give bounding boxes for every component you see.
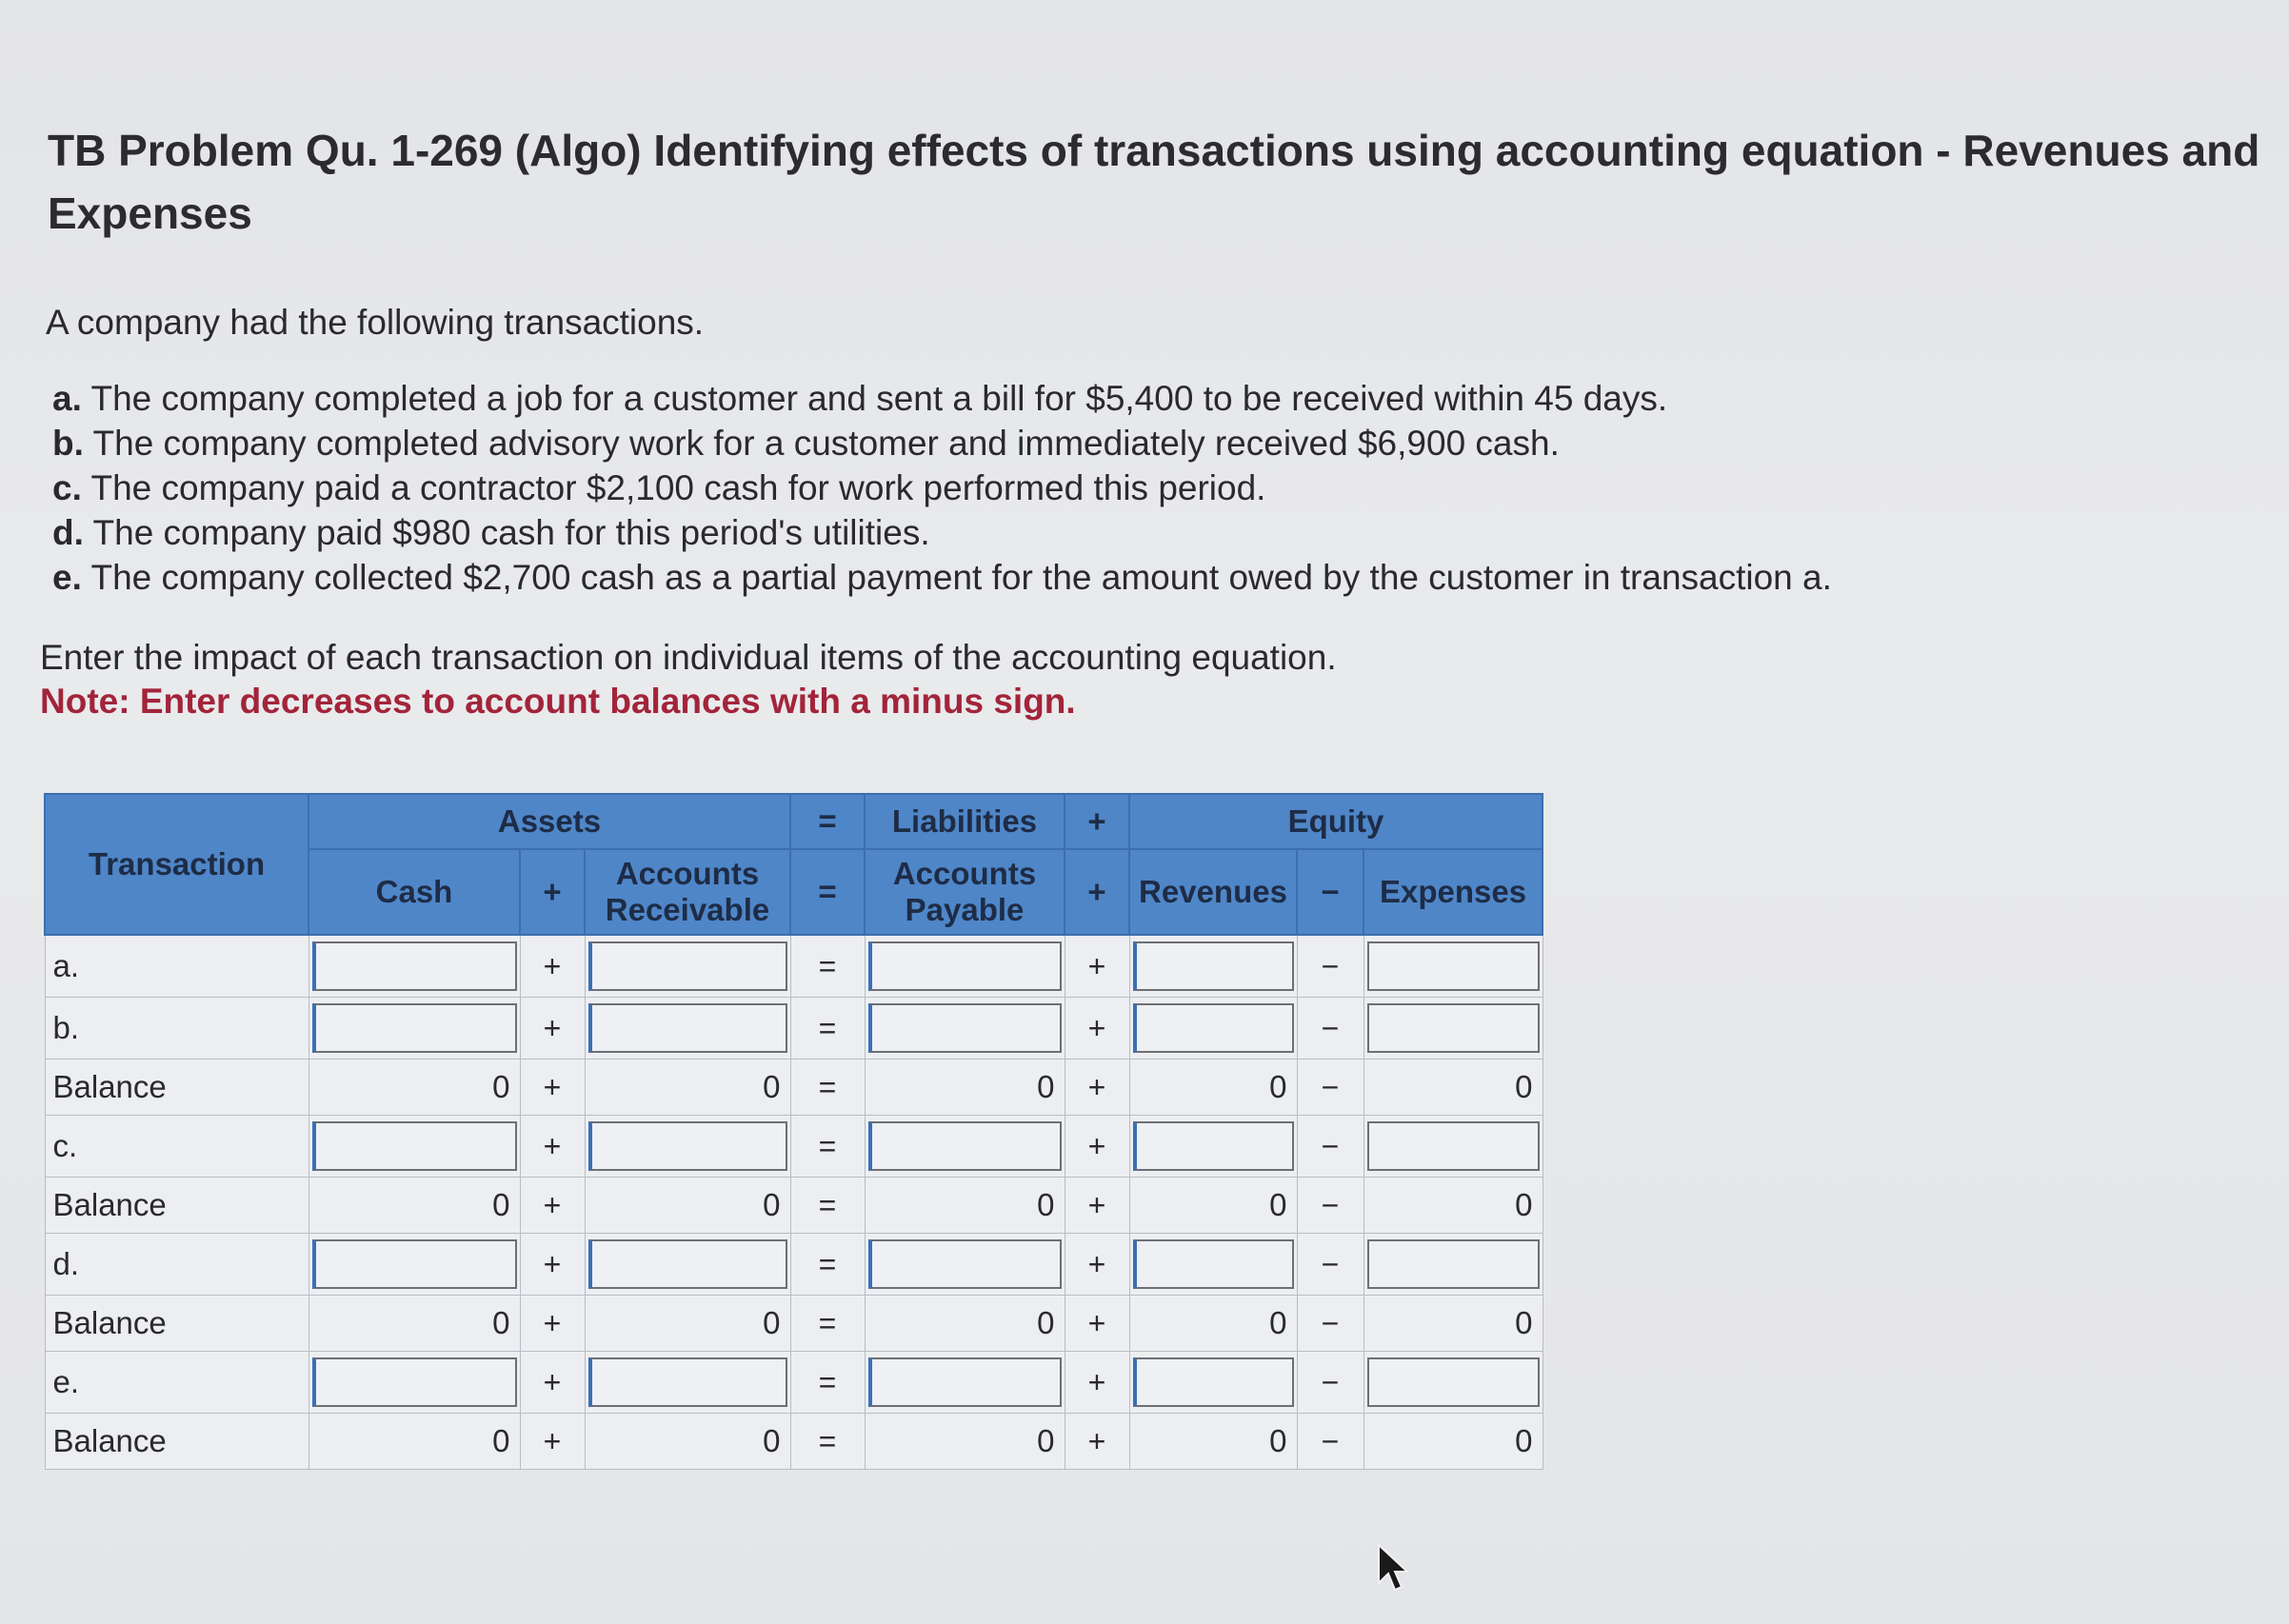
accounts-payable-input[interactable] [865, 998, 1065, 1060]
expenses-input[interactable] [1363, 935, 1543, 998]
cash-balance: 0 [309, 1060, 520, 1116]
plus-sign: + [1065, 1414, 1129, 1470]
row-label: Balance [45, 1178, 309, 1234]
expenses-input[interactable] [1363, 1234, 1543, 1296]
mouse-pointer-icon [1377, 1543, 1409, 1593]
plus-sign: + [520, 1234, 585, 1296]
equals-sign: = [790, 1414, 865, 1470]
cash-input[interactable] [309, 998, 520, 1060]
plus-sign: + [1065, 1178, 1129, 1234]
minus-sign: − [1297, 1178, 1363, 1234]
revenues-input[interactable] [1129, 1352, 1297, 1414]
cash-input[interactable] [309, 1116, 520, 1178]
plus-sign: + [520, 935, 585, 998]
accounts-receivable-balance: 0 [585, 1060, 790, 1116]
list-item: d. The company paid $980 cash for this period's utilities. [52, 513, 930, 552]
assets-header: Assets [309, 794, 790, 849]
plus-sign: + [520, 1414, 585, 1470]
plus-sign: + [1065, 935, 1129, 998]
revenues-input[interactable] [1129, 998, 1297, 1060]
row-label: Balance [45, 1414, 309, 1470]
table-row [45, 1296, 1543, 1352]
row-label: a. [45, 935, 309, 998]
intro-text: A company had the following transactions. [46, 303, 705, 342]
problem-title: TB Problem Qu. 1-269 (Algo) Identifying effects of transactions using accounting equation - Revenues and Expenses [48, 126, 2260, 238]
plus-sign: + [520, 1116, 585, 1178]
equity-header: Equity [1129, 794, 1543, 849]
revenues-balance: 0 [1129, 1178, 1297, 1234]
table-row [45, 1352, 1543, 1414]
row-label: Balance [45, 1296, 309, 1352]
row-label: e. [45, 1352, 309, 1414]
plus-sign: + [520, 1352, 585, 1414]
accounting-equation-table [44, 793, 1543, 1470]
plus-header: + [1065, 794, 1129, 849]
cash-input[interactable] [309, 1352, 520, 1414]
revenues-input[interactable] [1129, 1116, 1297, 1178]
minus-sign: − [1297, 1116, 1363, 1178]
equals-sign: = [790, 935, 865, 998]
accounts-payable-balance: 0 [865, 1178, 1065, 1234]
expenses-input[interactable] [1363, 1352, 1543, 1414]
plus-sign: + [1065, 1296, 1129, 1352]
expenses-input[interactable] [1363, 1116, 1543, 1178]
accounts-receivable-input[interactable] [585, 1352, 790, 1414]
expenses-header: Expenses [1363, 849, 1543, 935]
note-text: Note: Enter decreases to account balances with a minus sign. [40, 682, 1076, 721]
table-row [45, 1178, 1543, 1234]
revenues-input[interactable] [1129, 935, 1297, 998]
minus-sign: − [1297, 1296, 1363, 1352]
accounts-receivable-balance: 0 [585, 1296, 790, 1352]
revenues-header: Revenues [1129, 849, 1297, 935]
equals-sign: = [790, 1060, 865, 1116]
accounts-payable-header: Accounts Payable [865, 849, 1065, 935]
minus-header: − [1297, 849, 1363, 935]
table-row [45, 1116, 1543, 1178]
minus-sign: − [1297, 1234, 1363, 1296]
transaction-header: Transaction [45, 794, 309, 935]
plus-header: + [520, 849, 585, 935]
plus-sign: + [1065, 1116, 1129, 1178]
row-label: d. [45, 1234, 309, 1296]
plus-sign: + [520, 1178, 585, 1234]
expenses-input[interactable] [1363, 998, 1543, 1060]
plus-sign: + [1065, 998, 1129, 1060]
equals-sign: = [790, 1352, 865, 1414]
accounts-payable-input[interactable] [865, 1352, 1065, 1414]
instruction-text: Enter the impact of each transaction on individual items of the accounting equation. [40, 638, 1337, 677]
plus-sign: + [1065, 1234, 1129, 1296]
table-row [45, 1234, 1543, 1296]
accounts-receivable-input[interactable] [585, 1234, 790, 1296]
accounts-payable-input[interactable] [865, 1234, 1065, 1296]
plus-header: + [1065, 849, 1129, 935]
list-item: e. The company collected $2,700 cash as a partial payment for the amount owed by the customer in transaction a. [52, 558, 1832, 597]
revenues-balance: 0 [1129, 1414, 1297, 1470]
liabilities-header: Liabilities [865, 794, 1065, 849]
revenues-input[interactable] [1129, 1234, 1297, 1296]
equals-sign: = [790, 1178, 865, 1234]
list-item: c. The company paid a contractor $2,100 cash for work performed this period. [52, 468, 1266, 507]
row-label: b. [45, 998, 309, 1060]
minus-sign: − [1297, 998, 1363, 1060]
cash-balance: 0 [309, 1414, 520, 1470]
table-row [45, 1060, 1543, 1116]
table-row [45, 935, 1543, 998]
equals-header: = [790, 849, 865, 935]
minus-sign: − [1297, 1060, 1363, 1116]
expenses-balance: 0 [1363, 1060, 1543, 1116]
accounts-receivable-input[interactable] [585, 935, 790, 998]
revenues-balance: 0 [1129, 1060, 1297, 1116]
plus-sign: + [520, 1060, 585, 1116]
accounts-receivable-balance: 0 [585, 1178, 790, 1234]
expenses-balance: 0 [1363, 1296, 1543, 1352]
expenses-balance: 0 [1363, 1414, 1543, 1470]
plus-sign: + [520, 1296, 585, 1352]
accounts-payable-balance: 0 [865, 1060, 1065, 1116]
accounts-payable-input[interactable] [865, 1116, 1065, 1178]
expenses-balance: 0 [1363, 1178, 1543, 1234]
revenues-balance: 0 [1129, 1296, 1297, 1352]
cash-balance: 0 [309, 1296, 520, 1352]
accounts-payable-input[interactable] [865, 935, 1065, 998]
cash-input[interactable] [309, 935, 520, 998]
equals-header: = [790, 794, 865, 849]
accounts-payable-balance: 0 [865, 1296, 1065, 1352]
table-row [45, 1414, 1543, 1470]
accounts-receivable-balance: 0 [585, 1414, 790, 1470]
equals-sign: = [790, 998, 865, 1060]
minus-sign: − [1297, 1352, 1363, 1414]
cash-input[interactable] [309, 1234, 520, 1296]
transaction-list [52, 376, 1832, 600]
plus-sign: + [520, 998, 585, 1060]
minus-sign: − [1297, 935, 1363, 998]
list-item: a. The company completed a job for a customer and sent a bill for $5,400 to be received within 45 days. [52, 379, 1668, 418]
equals-sign: = [790, 1296, 865, 1352]
accounts-receivable-header: Accounts Receivable [585, 849, 790, 935]
table-row [45, 998, 1543, 1060]
equals-sign: = [790, 1116, 865, 1178]
row-label: c. [45, 1116, 309, 1178]
minus-sign: − [1297, 1414, 1363, 1470]
cash-header: Cash [309, 849, 520, 935]
accounts-payable-balance: 0 [865, 1414, 1065, 1470]
row-label: Balance [45, 1060, 309, 1116]
plus-sign: + [1065, 1352, 1129, 1414]
accounts-receivable-input[interactable] [585, 1116, 790, 1178]
equals-sign: = [790, 1234, 865, 1296]
accounts-receivable-input[interactable] [585, 998, 790, 1060]
cash-balance: 0 [309, 1178, 520, 1234]
plus-sign: + [1065, 1060, 1129, 1116]
list-item: b. The company completed advisory work for a customer and immediately received $6,900 cash. [52, 424, 1560, 463]
